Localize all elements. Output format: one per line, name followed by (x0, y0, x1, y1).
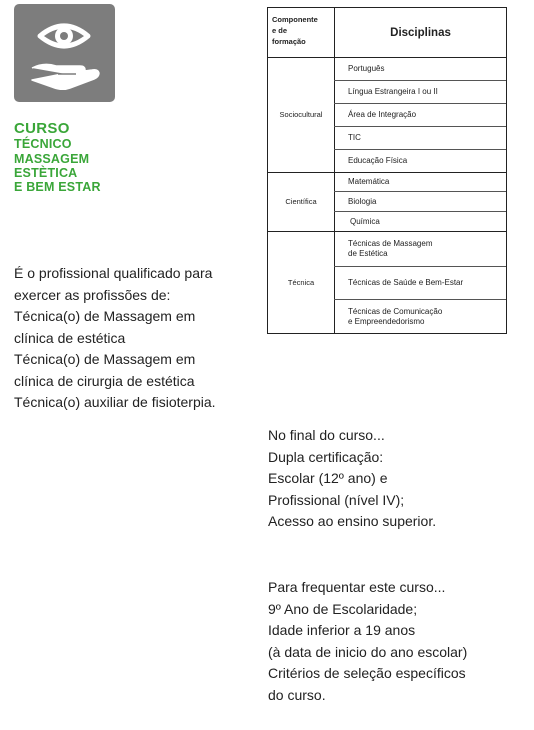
subject-cell: Técnicas de Massagem de Estética (348, 239, 433, 258)
outcome-line: Acesso ao ensino superior. (268, 513, 437, 529)
course-title-line-5: E BEM ESTAR (14, 180, 101, 195)
table-header-subjects: Disciplinas (390, 26, 451, 39)
profession-line: É o profissional qualificado para (14, 265, 213, 281)
requirement-line: do curso. (268, 686, 326, 703)
group-label-cientifica: Científica (285, 197, 317, 206)
subject-cell: Língua Estrangeira I ou II (348, 87, 438, 96)
course-title-line-2: TÉCNICO (14, 137, 72, 152)
requirement-line: 9º Ano de Escolaridade; (268, 600, 418, 617)
requirement-line: Para frequentar este curso... (268, 579, 446, 595)
logo (14, 4, 115, 102)
outcome-line: Escolar (12º ano) e (268, 470, 388, 486)
table-header-component: Componente e de formação (272, 15, 318, 46)
outcome-line: Dupla certificação: (268, 448, 384, 465)
requirement-line: Critérios de seleção específicos (268, 665, 466, 681)
subjects-table (267, 7, 507, 334)
subject-cell: TIC (348, 133, 361, 142)
profession-description (14, 263, 254, 414)
subject-cell: Matemática (348, 177, 390, 186)
course-outcome (268, 425, 530, 533)
subject-cell: Biologia (348, 196, 377, 206)
subject-cell: Educação Física (348, 156, 408, 165)
subject-cell: Área de Integração (348, 110, 417, 119)
subject-cell: Técnicas de Comunicação e Empreendedorismo (348, 307, 443, 326)
profession-line: Técnica(o) de Massagem em (14, 308, 196, 324)
profession-line: exercer as profissões de: (14, 286, 171, 303)
requirement-line: (à data de inicio do ano escolar) (268, 643, 468, 660)
outcome-line: No final do curso... (268, 427, 385, 443)
profession-line: clínica de cirurgia de estética (14, 372, 195, 389)
outcome-line: Profissional (nível IV); (268, 491, 405, 508)
profession-line: Técnica(o) de Massagem em (14, 351, 196, 367)
course-title-line-4: ESTÈTICA (14, 166, 78, 180)
subject-cell: Química (350, 216, 380, 226)
subject-cell: Técnicas de Saúde e Bem-Estar (348, 278, 464, 287)
course-title-line-1: CURSO (14, 120, 70, 137)
course-title (14, 120, 101, 195)
requirement-line: Idade inferior a 19 anos (268, 622, 416, 638)
course-title-line-3: MASSAGEM (14, 151, 90, 166)
subject-cell: Português (348, 64, 385, 73)
course-requirements (268, 577, 530, 706)
profession-line: clínica de estética (14, 329, 126, 346)
group-label-tecnica: Técnica (287, 278, 315, 287)
group-label-sociocultural: Sociocultural (279, 110, 323, 119)
eye-over-hand-icon (14, 4, 115, 102)
profession-line: Técnica(o) auxiliar de fisioterpia. (14, 394, 216, 410)
